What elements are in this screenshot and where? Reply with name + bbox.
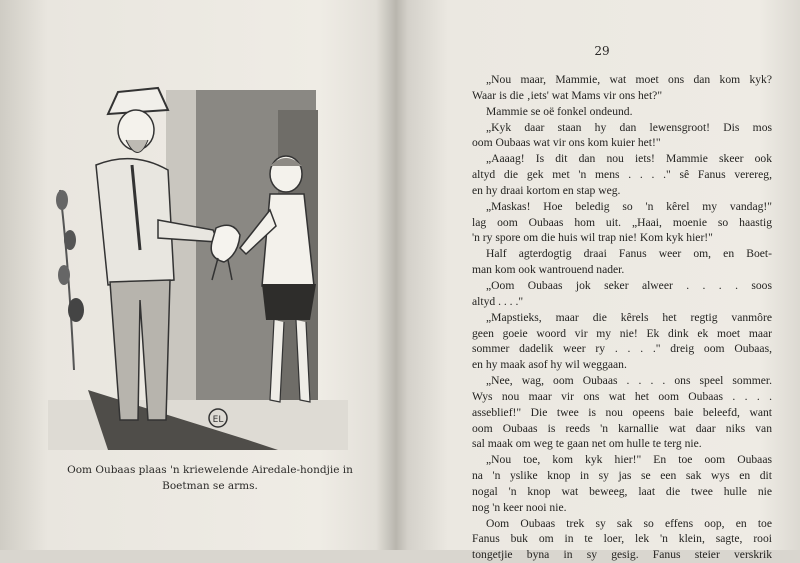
plant-leaf bbox=[68, 298, 84, 322]
text-line: Mammie se oë fonkel ondeund. bbox=[486, 104, 633, 118]
text-line: „Oom Oubaas jok seker alweer . . . . soos bbox=[486, 278, 772, 292]
text-line: „Maskas! Hoe beledig so 'n kêrel my vandag!" bbox=[486, 199, 772, 213]
text-line: „Mapstieks, maar die kêrels het regtig vanmôre bbox=[486, 310, 772, 324]
right-page bbox=[404, 0, 800, 562]
text-line: „Nou toe, kom kyk hier!" En toe oom Oubaas bbox=[486, 453, 772, 467]
text-line: lag oom Oubaas hom uit. „Haai, moenie so haastig bbox=[472, 215, 772, 229]
boy-shirt bbox=[262, 194, 314, 286]
text-line: altyd die gek met 'n mens . . . ." sê Fanus verereg, bbox=[472, 168, 772, 182]
man-beard bbox=[126, 140, 148, 153]
text-line: geen goeie woord vir my nie! Ek dink ek moet maar bbox=[472, 326, 772, 340]
text-line: Wys nou maar vir ons wat het oom Oubaas . . . . bbox=[472, 389, 772, 403]
boy-shorts bbox=[262, 284, 316, 320]
text-line: oom Oubaas is reeds 'n karnallie wat daar niks van bbox=[472, 421, 772, 435]
plant-leaf bbox=[64, 230, 76, 250]
text-line: „Kyk daar staan hy dan lewensgroot! Dis mos bbox=[486, 120, 772, 134]
text-line: en hy maak asof hy wil weggaan. bbox=[472, 358, 627, 372]
text-line: nogal 'n knop wat beweeg, laat die twee hulle nie bbox=[472, 484, 772, 498]
text-line: man kom ook wantrouend nader. bbox=[472, 263, 625, 277]
text-line: Waar is die ‚iets' wat Mams vir ons het?" bbox=[472, 88, 663, 102]
text-line: „Nou maar, Mammie, wat moet ons dan kom kyk? bbox=[486, 73, 772, 86]
text-line: „Nee, wag, oom Oubaas . . . . ons speel sommer. bbox=[486, 374, 772, 388]
text-line: oom Oubaas wat vir ons kom kuier het!" bbox=[472, 136, 661, 150]
page-number: 29 bbox=[594, 44, 610, 58]
left-page bbox=[0, 0, 396, 550]
text-line: na 'n yslike knop in sy jas se een sak wys en dit bbox=[472, 469, 772, 483]
plant-leaf bbox=[58, 265, 70, 285]
caption-line: Oom Oubaas plaas 'n kriewelende Airedale-hondjie in bbox=[67, 464, 353, 476]
illustration-caption bbox=[60, 462, 360, 494]
body-text bbox=[472, 72, 772, 563]
artist-monogram: EL bbox=[212, 415, 224, 425]
text-line: en hy draai kortom en stap weg. bbox=[472, 183, 621, 197]
text-line: 'n ry spore om die huis wil trap nie! Kom kyk hier!" bbox=[472, 231, 713, 245]
text-line: sal maak om weg te gaan net om hulle te terg nie. bbox=[472, 437, 702, 451]
caption-line: Boetman se arms. bbox=[162, 480, 258, 492]
text-line: Half agterdogtig draai Fanus weer om, en Boet- bbox=[486, 247, 772, 261]
text-line: altyd . . . ." bbox=[472, 294, 524, 308]
text-line: Oom Oubaas trek sy sak so effens oop, en toe bbox=[486, 516, 772, 530]
text-line: nog 'n keer nooi nie. bbox=[472, 500, 567, 514]
text-line: tongetjie byna in sy gesig. Fanus steier verskrik bbox=[472, 548, 772, 562]
man-trousers bbox=[110, 280, 170, 420]
text-line: sommer dadelik weer ry . . . ." dreig oom Oubaas, bbox=[472, 342, 772, 356]
plant-leaf bbox=[56, 190, 68, 210]
illustration-man-boy-puppy bbox=[48, 70, 348, 450]
text-line: „Aaaag! Is dit dan nou iets! Mammie skeer ook bbox=[486, 152, 772, 166]
text-line: Fanus buk om in te loer, lek 'n klein, sagte, rooi bbox=[472, 532, 772, 546]
text-line: asseblief!" Die twee is nou opeens baie beleefd, want bbox=[472, 405, 772, 419]
